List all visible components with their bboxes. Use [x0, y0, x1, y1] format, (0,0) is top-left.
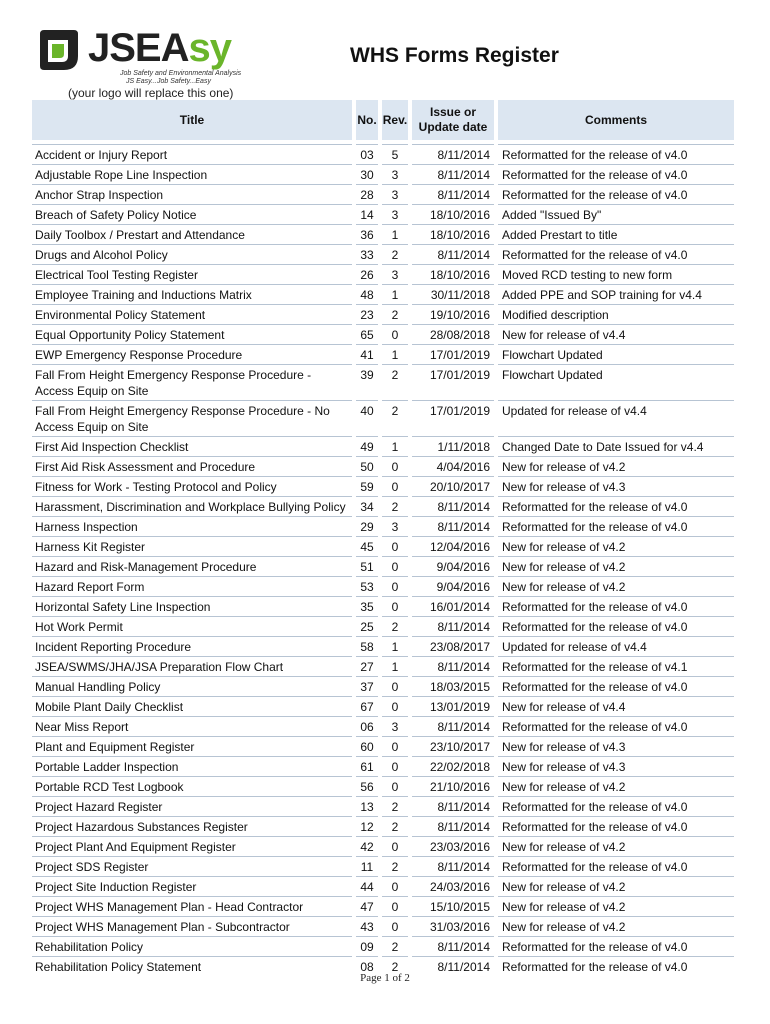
cell-number: 67	[354, 696, 380, 716]
cell-title: Horizontal Safety Line Inspection	[32, 596, 354, 616]
cell-number: 47	[354, 896, 380, 916]
cell-revision: 1	[380, 636, 410, 656]
cell-title: Portable RCD Test Logbook	[32, 776, 354, 796]
cell-number: 42	[354, 836, 380, 856]
table-row	[32, 204, 734, 224]
cell-revision: 3	[380, 516, 410, 536]
cell-revision: 2	[380, 856, 410, 876]
cell-title: Daily Toolbox / Prestart and Attendance	[32, 224, 354, 244]
cell-number: 59	[354, 476, 380, 496]
table-row	[32, 144, 734, 164]
cell-revision: 2	[380, 304, 410, 324]
cell-title: Harassment, Discrimination and Workplace Bullying Policy	[32, 496, 354, 516]
cell-number: 49	[354, 436, 380, 456]
cell-revision: 2	[380, 364, 410, 400]
cell-comment: New for release of v4.2	[496, 776, 734, 796]
cell-title: Manual Handling Policy	[32, 676, 354, 696]
cell-number: 14	[354, 204, 380, 224]
cell-comment: Updated for release of v4.4	[496, 400, 734, 436]
cell-title: Project Site Induction Register	[32, 876, 354, 896]
cell-date: 18/10/2016	[410, 224, 496, 244]
cell-revision: 0	[380, 896, 410, 916]
cell-comment: Flowchart Updated	[496, 364, 734, 400]
cell-title: Project WHS Management Plan - Head Contractor	[32, 896, 354, 916]
logo-tagline-1: Job Safety and Environmental Analysis	[120, 70, 242, 77]
cell-comment: New for release of v4.2	[496, 896, 734, 916]
cell-title: Environmental Policy Statement	[32, 304, 354, 324]
cell-revision: 1	[380, 284, 410, 304]
page-number: Page 1 of 2	[360, 972, 410, 984]
cell-comment: Reformatted for the release of v4.0	[496, 516, 734, 536]
table-row	[32, 856, 734, 876]
cell-number: 41	[354, 344, 380, 364]
cell-comment: Added Prestart to title	[496, 224, 734, 244]
cell-comment: Reformatted for the release of v4.0	[496, 164, 734, 184]
cell-title: Rehabilitation Policy	[32, 936, 354, 956]
table-row	[32, 476, 734, 496]
table-row	[32, 616, 734, 636]
cell-comment: Reformatted for the release of v4.0	[496, 616, 734, 636]
cell-comment: Moved RCD testing to new form	[496, 264, 734, 284]
cell-revision: 0	[380, 676, 410, 696]
table-row	[32, 816, 734, 836]
cell-comment: New for release of v4.4	[496, 696, 734, 716]
cell-number: 12	[354, 816, 380, 836]
cell-comment: Reformatted for the release of v4.0	[496, 184, 734, 204]
column-header-date: Issue or Update date	[410, 100, 496, 140]
cell-number: 43	[354, 916, 380, 936]
cell-revision: 0	[380, 556, 410, 576]
cell-title: Incident Reporting Procedure	[32, 636, 354, 656]
cell-date: 4/04/2016	[410, 456, 496, 476]
cell-number: 61	[354, 756, 380, 776]
cell-comment: New for release of v4.3	[496, 476, 734, 496]
table-row	[32, 456, 734, 476]
table-row	[32, 776, 734, 796]
logo-note: (your logo will replace this one)	[68, 86, 234, 100]
cell-comment: Reformatted for the release of v4.0	[496, 244, 734, 264]
cell-comment: New for release of v4.2	[496, 916, 734, 936]
cell-title: Accident or Injury Report	[32, 144, 354, 164]
cell-number: 53	[354, 576, 380, 596]
cell-comment: Reformatted for the release of v4.0	[496, 796, 734, 816]
cell-title: Project Hazardous Substances Register	[32, 816, 354, 836]
table-row	[32, 836, 734, 856]
cell-comment: Reformatted for the release of v4.1	[496, 656, 734, 676]
cell-title: Plant and Equipment Register	[32, 736, 354, 756]
cell-title: Electrical Tool Testing Register	[32, 264, 354, 284]
cell-title: First Aid Risk Assessment and Procedure	[32, 456, 354, 476]
column-header-comments: Comments	[496, 100, 734, 140]
table-row	[32, 736, 734, 756]
table-row	[32, 636, 734, 656]
table-row	[32, 264, 734, 284]
cell-title: Project Hazard Register	[32, 796, 354, 816]
table-row	[32, 596, 734, 616]
cell-title: Hot Work Permit	[32, 616, 354, 636]
cell-title: Rehabilitation Policy Statement	[32, 956, 354, 976]
cell-date: 8/11/2014	[410, 656, 496, 676]
cell-comment: New for release of v4.2	[496, 556, 734, 576]
cell-comment: Reformatted for the release of v4.0	[496, 496, 734, 516]
cell-title: First Aid Inspection Checklist	[32, 436, 354, 456]
cell-date: 8/11/2014	[410, 616, 496, 636]
table-row	[32, 244, 734, 264]
cell-number: 30	[354, 164, 380, 184]
cell-date: 8/11/2014	[410, 956, 496, 976]
cell-number: 23	[354, 304, 380, 324]
cell-comment: Added "Issued By"	[496, 204, 734, 224]
column-header-rev: Rev.	[380, 100, 410, 140]
cell-revision: 2	[380, 796, 410, 816]
cell-date: 1/11/2018	[410, 436, 496, 456]
cell-comment: Reformatted for the release of v4.0	[496, 816, 734, 836]
cell-revision: 0	[380, 756, 410, 776]
cell-comment: Reformatted for the release of v4.0	[496, 856, 734, 876]
table-body	[32, 140, 734, 976]
cell-title: Hazard and Risk-Management Procedure	[32, 556, 354, 576]
table-row	[32, 756, 734, 776]
cell-date: 8/11/2014	[410, 184, 496, 204]
cell-revision: 2	[380, 956, 410, 976]
jseasy-logo-icon	[34, 26, 86, 74]
table-row	[32, 436, 734, 456]
cell-comment: Reformatted for the release of v4.0	[496, 716, 734, 736]
cell-number: 51	[354, 556, 380, 576]
cell-title: Drugs and Alcohol Policy	[32, 244, 354, 264]
cell-date: 21/10/2016	[410, 776, 496, 796]
cell-date: 17/01/2019	[410, 344, 496, 364]
table-row	[32, 876, 734, 896]
cell-date: 8/11/2014	[410, 496, 496, 516]
cell-number: 60	[354, 736, 380, 756]
cell-date: 20/10/2017	[410, 476, 496, 496]
cell-number: 39	[354, 364, 380, 400]
table-row	[32, 916, 734, 936]
cell-revision: 2	[380, 244, 410, 264]
cell-number: 25	[354, 616, 380, 636]
cell-comment: Reformatted for the release of v4.0	[496, 676, 734, 696]
cell-title: EWP Emergency Response Procedure	[32, 344, 354, 364]
cell-date: 8/11/2014	[410, 796, 496, 816]
cell-title: Portable Ladder Inspection	[32, 756, 354, 776]
cell-revision: 2	[380, 496, 410, 516]
cell-title: Employee Training and Inductions Matrix	[32, 284, 354, 304]
cell-date: 23/08/2017	[410, 636, 496, 656]
cell-title: Harness Kit Register	[32, 536, 354, 556]
cell-number: 33	[354, 244, 380, 264]
cell-comment: Reformatted for the release of v4.0	[496, 936, 734, 956]
forms-register-table	[32, 100, 734, 976]
cell-number: 48	[354, 284, 380, 304]
table-row	[32, 344, 734, 364]
cell-revision: 0	[380, 696, 410, 716]
cell-date: 22/02/2018	[410, 756, 496, 776]
cell-date: 13/01/2019	[410, 696, 496, 716]
cell-comment: New for release of v4.2	[496, 456, 734, 476]
cell-number: 35	[354, 596, 380, 616]
cell-title: Project SDS Register	[32, 856, 354, 876]
table-row	[32, 536, 734, 556]
table-row	[32, 284, 734, 304]
cell-title: Near Miss Report	[32, 716, 354, 736]
cell-number: 34	[354, 496, 380, 516]
cell-date: 8/11/2014	[410, 856, 496, 876]
cell-date: 19/10/2016	[410, 304, 496, 324]
cell-revision: 5	[380, 144, 410, 164]
cell-date: 8/11/2014	[410, 164, 496, 184]
cell-comment: New for release of v4.4	[496, 324, 734, 344]
cell-date: 16/01/2014	[410, 596, 496, 616]
table-row	[32, 676, 734, 696]
cell-comment: Updated for release of v4.4	[496, 636, 734, 656]
cell-date: 30/11/2018	[410, 284, 496, 304]
cell-comment: Changed Date to Date Issued for v4.4	[496, 436, 734, 456]
cell-comment: Added PPE and SOP training for v4.4	[496, 284, 734, 304]
table-row	[32, 696, 734, 716]
cell-date: 8/11/2014	[410, 816, 496, 836]
cell-revision: 3	[380, 204, 410, 224]
cell-number: 45	[354, 536, 380, 556]
cell-number: 28	[354, 184, 380, 204]
cell-comment: New for release of v4.3	[496, 756, 734, 776]
table-row	[32, 716, 734, 736]
cell-number: 44	[354, 876, 380, 896]
table-row	[32, 184, 734, 204]
cell-date: 9/04/2016	[410, 556, 496, 576]
cell-number: 50	[354, 456, 380, 476]
cell-title: Mobile Plant Daily Checklist	[32, 696, 354, 716]
cell-number: 29	[354, 516, 380, 536]
table-row	[32, 556, 734, 576]
column-header-title: Title	[32, 100, 354, 140]
cell-comment: Modified description	[496, 304, 734, 324]
table-row	[32, 400, 734, 436]
cell-number: 27	[354, 656, 380, 676]
cell-date: 18/10/2016	[410, 264, 496, 284]
cell-date: 8/11/2014	[410, 244, 496, 264]
cell-date: 23/03/2016	[410, 836, 496, 856]
cell-revision: 0	[380, 324, 410, 344]
cell-date: 18/10/2016	[410, 204, 496, 224]
cell-comment: New for release of v4.2	[496, 576, 734, 596]
cell-revision: 1	[380, 224, 410, 244]
cell-revision: 2	[380, 816, 410, 836]
cell-number: 09	[354, 936, 380, 956]
cell-revision: 0	[380, 476, 410, 496]
cell-date: 8/11/2014	[410, 516, 496, 536]
cell-revision: 3	[380, 716, 410, 736]
cell-revision: 3	[380, 184, 410, 204]
cell-number: 13	[354, 796, 380, 816]
cell-date: 12/04/2016	[410, 536, 496, 556]
cell-date: 8/11/2014	[410, 144, 496, 164]
cell-comment: New for release of v4.2	[496, 836, 734, 856]
table-row	[32, 936, 734, 956]
column-header-no: No.	[354, 100, 380, 140]
cell-number: 37	[354, 676, 380, 696]
cell-date: 31/03/2016	[410, 916, 496, 936]
cell-date: 24/03/2016	[410, 876, 496, 896]
cell-title: JSEA/SWMS/JHA/JSA Preparation Flow Chart	[32, 656, 354, 676]
cell-revision: 1	[380, 436, 410, 456]
table-header-row	[32, 100, 734, 140]
cell-number: 08	[354, 956, 380, 976]
cell-date: 18/03/2015	[410, 676, 496, 696]
cell-number: 26	[354, 264, 380, 284]
cell-title: Breach of Safety Policy Notice	[32, 204, 354, 224]
cell-number: 06	[354, 716, 380, 736]
cell-revision: 0	[380, 536, 410, 556]
cell-title: Anchor Strap Inspection	[32, 184, 354, 204]
cell-date: 17/01/2019	[410, 364, 496, 400]
cell-revision: 2	[380, 400, 410, 436]
cell-comment: Flowchart Updated	[496, 344, 734, 364]
cell-revision: 0	[380, 596, 410, 616]
cell-date: 9/04/2016	[410, 576, 496, 596]
cell-date: 15/10/2015	[410, 896, 496, 916]
table-row	[32, 364, 734, 400]
cell-revision: 0	[380, 776, 410, 796]
table-row	[32, 324, 734, 344]
cell-number: 36	[354, 224, 380, 244]
cell-revision: 2	[380, 936, 410, 956]
cell-title: Project WHS Management Plan - Subcontractor	[32, 916, 354, 936]
cell-date: 8/11/2014	[410, 936, 496, 956]
cell-comment: New for release of v4.2	[496, 876, 734, 896]
cell-revision: 0	[380, 736, 410, 756]
table-row	[32, 896, 734, 916]
table-row	[32, 496, 734, 516]
company-logo	[34, 26, 254, 98]
cell-number: 58	[354, 636, 380, 656]
cell-number: 03	[354, 144, 380, 164]
cell-revision: 2	[380, 616, 410, 636]
cell-title: Hazard Report Form	[32, 576, 354, 596]
cell-revision: 3	[380, 164, 410, 184]
table-row	[32, 224, 734, 244]
cell-revision: 3	[380, 264, 410, 284]
cell-title: Adjustable Rope Line Inspection	[32, 164, 354, 184]
cell-title: Fall From Height Emergency Response Procedure - Access Equip on Site	[32, 364, 354, 400]
cell-revision: 1	[380, 344, 410, 364]
cell-title: Fitness for Work - Testing Protocol and Policy	[32, 476, 354, 496]
cell-title: Equal Opportunity Policy Statement	[32, 324, 354, 344]
logo-wordmark: JSEAsy	[88, 26, 231, 70]
cell-comment: New for release of v4.3	[496, 736, 734, 756]
cell-revision: 1	[380, 656, 410, 676]
cell-comment: Reformatted for the release of v4.0	[496, 144, 734, 164]
cell-comment: Reformatted for the release of v4.0	[496, 596, 734, 616]
cell-title: Harness Inspection	[32, 516, 354, 536]
cell-number: 65	[354, 324, 380, 344]
cell-revision: 0	[380, 836, 410, 856]
cell-date: 23/10/2017	[410, 736, 496, 756]
cell-number: 56	[354, 776, 380, 796]
cell-number: 11	[354, 856, 380, 876]
table-row	[32, 516, 734, 536]
table-row	[32, 164, 734, 184]
table-row	[32, 576, 734, 596]
cell-title: Project Plant And Equipment Register	[32, 836, 354, 856]
cell-date: 17/01/2019	[410, 400, 496, 436]
cell-comment: New for release of v4.2	[496, 536, 734, 556]
cell-date: 8/11/2014	[410, 716, 496, 736]
cell-revision: 0	[380, 576, 410, 596]
table-row	[32, 796, 734, 816]
cell-number: 40	[354, 400, 380, 436]
cell-revision: 0	[380, 876, 410, 896]
cell-comment: Reformatted for the release of v4.0	[496, 956, 734, 976]
cell-date: 28/08/2018	[410, 324, 496, 344]
table-row	[32, 304, 734, 324]
table-row	[32, 656, 734, 676]
document-title: WHS Forms Register	[350, 44, 559, 67]
cell-title: Fall From Height Emergency Response Procedure - No Access Equip on Site	[32, 400, 354, 436]
logo-tagline-2: JS Easy...Job Safety...Easy	[126, 78, 211, 85]
cell-revision: 0	[380, 456, 410, 476]
cell-revision: 0	[380, 916, 410, 936]
